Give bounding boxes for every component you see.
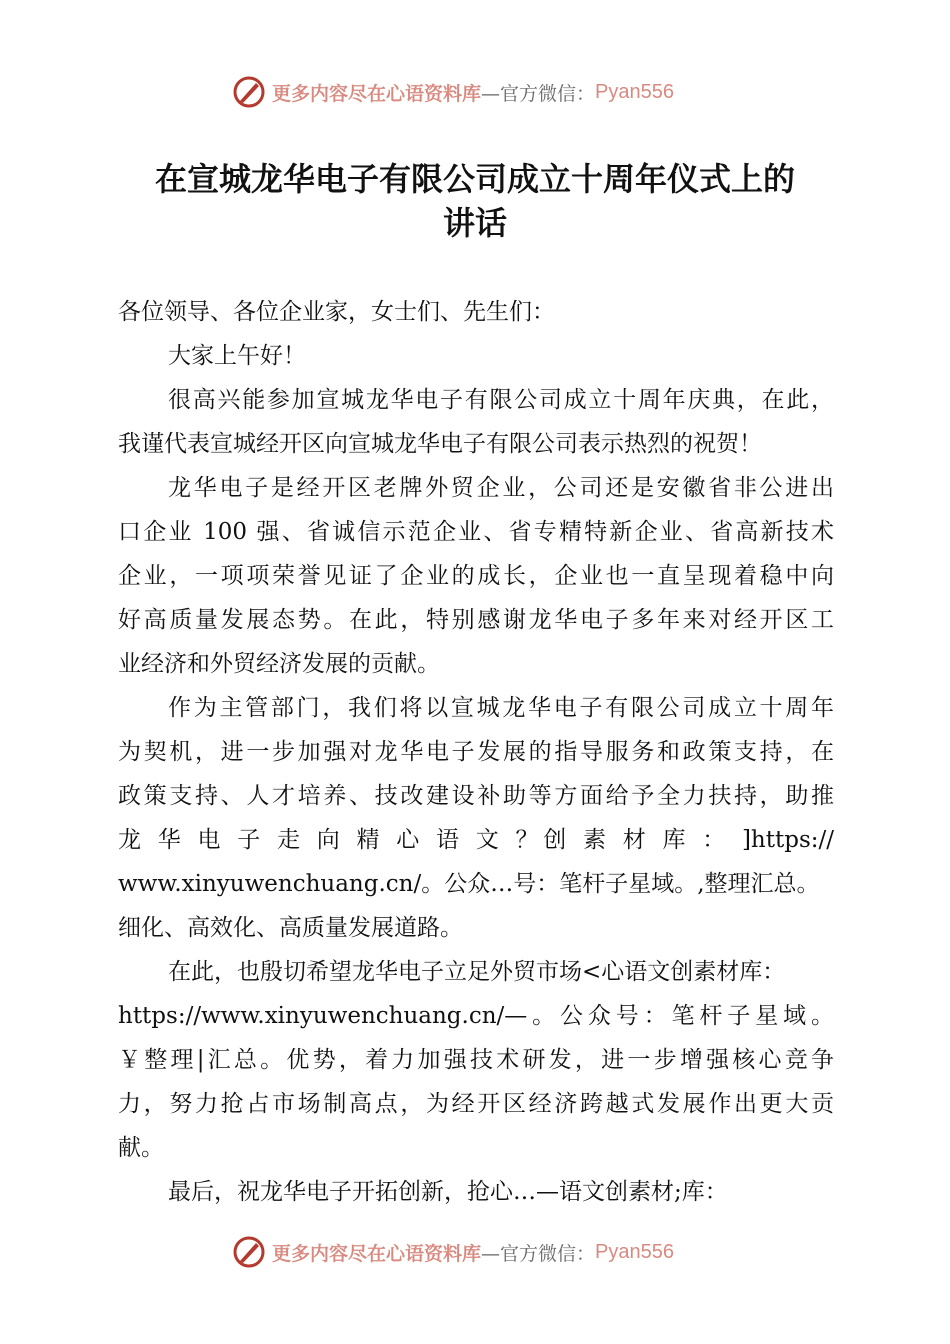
pen-logo-icon [232, 1235, 266, 1269]
text-line: 我谨代表宣城经开区向宣城龙华电子有限公司表示热烈的祝贺！ [118, 431, 762, 457]
text-line: 政策支持、人才培养、技改建设补助等方面给予全力扶持，助推 [118, 783, 834, 809]
banner-text: 更多内容尽在心语资料库 [272, 82, 482, 105]
text-line: 各位领导、各位企业家，女士们、先生们： [118, 299, 555, 325]
text-line: 最后，祝龙华电子开拓创新，抢心…—语文创素材;库： [168, 1179, 728, 1205]
document-body [118, 290, 834, 1214]
title-line-2: 讲话 [442, 204, 507, 242]
text-line: 口企业 100 强、省诚信示范企业、省专精特新企业、省高新技术 [118, 519, 834, 545]
text-line: 龙 华 电 子 走 向 精 心 语 文 ？创 素 材 库 ： ]https:// [118, 827, 834, 853]
text-line: 业经济和外贸经济发展的贡献。 [118, 651, 440, 677]
banner-text: 更多内容尽在心语资料库 [272, 1242, 482, 1265]
text-line: 企业，一项项荣誉见证了企业的成长，企业也一直呈现着稳中向 [118, 563, 834, 589]
text-line: https://www.xinyuwenchuang.cn/—。公众号：笔杆子星域。 [118, 1003, 834, 1029]
text-line: www.xinyuwenchuang.cn/。公众…号：笔杆子星域。,整理汇总。 [118, 871, 820, 897]
text-line: 作为主管部门，我们将以宣城龙华电子有限公司成立十周年 [168, 695, 834, 721]
text-line: 大家上午好！ [168, 343, 306, 369]
pen-logo-icon [232, 75, 266, 109]
banner-label: —官方微信： [481, 1242, 596, 1265]
text-line: 力，努力抢占市场制高点，为经开区经济跨越式发展作出更大贡 [118, 1091, 834, 1117]
watermark-banner-top [232, 72, 732, 112]
text-line: 好高质量发展态势。在此，特别感谢龙华电子多年来对经开区工 [118, 607, 834, 633]
text-line: 献。 [118, 1135, 164, 1161]
banner-wechat-id: Pyan556 [595, 80, 674, 103]
text-line: 为契机，进一步加强对龙华电子发展的指导服务和政策支持，在 [118, 739, 834, 765]
text-line: 龙华电子是经开区老牌外贸企业，公司还是安徽省非公进出 [168, 475, 834, 501]
watermark-banner-bottom [232, 1232, 732, 1272]
banner-label: —官方微信： [481, 82, 596, 105]
text-line: 细化、高效化、高质量发展道路。 [118, 915, 463, 941]
text-line: 在此，也殷切希望龙华电子立足外贸市场<心语文创素材库： [168, 959, 786, 985]
text-line: 很高兴能参加宣城龙华电子有限公司成立十周年庆典，在此， [168, 387, 834, 413]
text-line: ￥整理|汇总。优势，着力加强技术研发，进一步增强核心竞争 [118, 1047, 834, 1073]
banner-wechat-id: Pyan556 [595, 1240, 674, 1263]
document-title [0, 157, 950, 245]
title-line-1: 在宣城龙华电子有限公司成立十周年仪式上的 [154, 160, 795, 198]
